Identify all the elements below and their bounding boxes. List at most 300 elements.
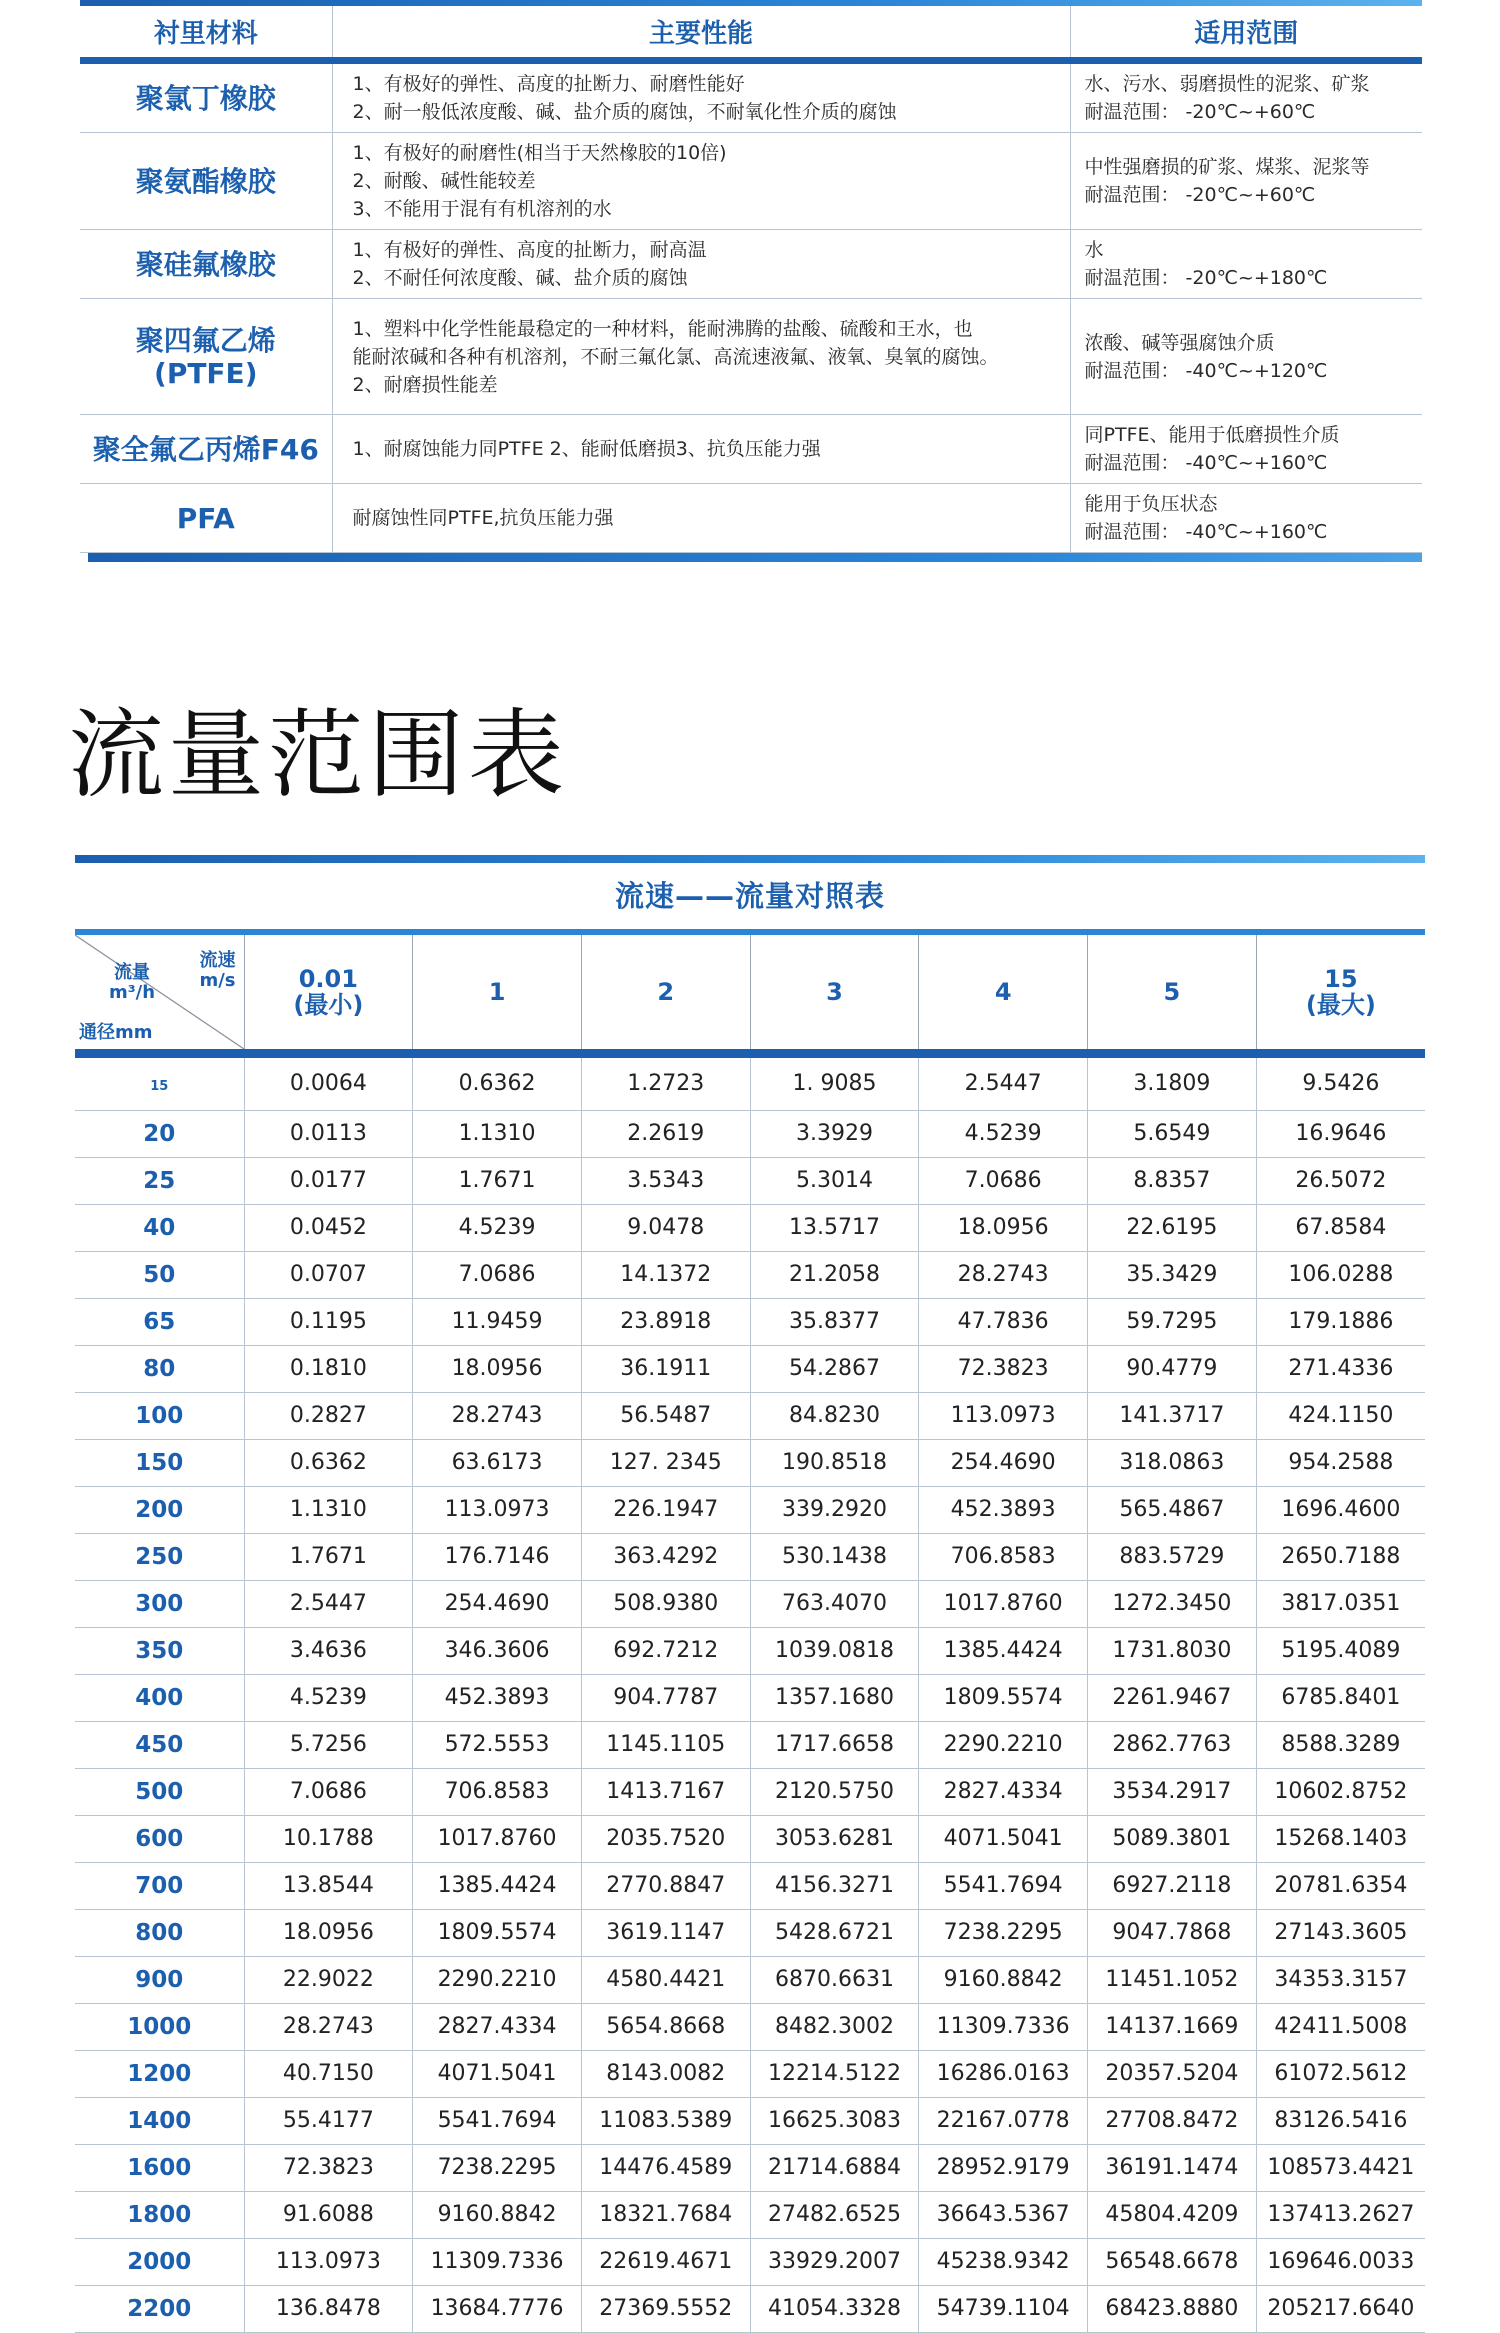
flow-value-cell: 2862.7763: [1088, 1721, 1257, 1768]
material-name: PFA: [176, 501, 235, 535]
flow-value-cell: 18.0956: [244, 1909, 413, 1956]
flow-value-cell: 127. 2345: [581, 1439, 750, 1486]
table-row: [75, 1956, 1425, 2003]
scope-line: 耐温范围： -20℃~+180℃: [1084, 267, 1328, 289]
diameter-cell: 400: [75, 1674, 244, 1721]
flow-value-cell: 1385.4424: [919, 1627, 1088, 1674]
flow-value-cell: 7238.2295: [919, 1909, 1088, 1956]
flow-value-cell: 5654.8668: [581, 2003, 750, 2050]
speed-header: [1088, 935, 1257, 1053]
flow-value-cell: 1385.4424: [413, 1862, 582, 1909]
lining-table-body: [80, 61, 1422, 553]
diameter-cell: 50: [75, 1251, 244, 1298]
diameter-cell: 2000: [75, 2238, 244, 2285]
flow-value-cell: 508.9380: [581, 1580, 750, 1627]
flow-value-cell: 14476.4589: [581, 2144, 750, 2191]
table-row: [75, 2191, 1425, 2238]
speed-header-line: 5: [1163, 977, 1181, 1006]
flow-value-cell: 136.8478: [244, 2285, 413, 2332]
property-line: 2、不耐任何浓度酸、碱、盐介质的腐蚀: [352, 267, 688, 289]
flow-value-cell: 2261.9467: [1088, 1674, 1257, 1721]
lining-row: [80, 415, 1422, 484]
lining-row: [80, 61, 1422, 133]
properties-cell: [332, 61, 1070, 133]
flow-value-cell: 1413.7167: [581, 1768, 750, 1815]
corner-flow-text: 流量: [114, 962, 151, 983]
flow-value-cell: 16286.0163: [919, 2050, 1088, 2097]
flow-value-cell: 54.2867: [750, 1345, 919, 1392]
flow-value-cell: 9160.8842: [413, 2191, 582, 2238]
flow-value-cell: 0.6362: [413, 1053, 582, 1110]
diameter-cell: 1600: [75, 2144, 244, 2191]
flow-value-cell: 22.9022: [244, 1956, 413, 2003]
flow-value-cell: 45238.9342: [919, 2238, 1088, 2285]
diameter-cell: 150: [75, 1439, 244, 1486]
flow-value-cell: 61072.5612: [1256, 2050, 1425, 2097]
flow-value-cell: 2770.8847: [581, 1862, 750, 1909]
flow-value-cell: 36643.5367: [919, 2191, 1088, 2238]
table-row: [75, 1580, 1425, 1627]
flow-value-cell: 0.0707: [244, 1251, 413, 1298]
lining-header-material: 衬里材料: [80, 6, 332, 61]
table-row: [75, 2003, 1425, 2050]
flow-value-cell: 137413.2627: [1256, 2191, 1425, 2238]
flow-value-cell: 16.9646: [1256, 1110, 1425, 1157]
diameter-cell: 300: [75, 1580, 244, 1627]
flow-value-cell: 26.5072: [1256, 1157, 1425, 1204]
flow-value-cell: 90.4779: [1088, 1345, 1257, 1392]
diameter-cell: 40: [75, 1204, 244, 1251]
table-row: [75, 1674, 1425, 1721]
flow-value-cell: 452.3893: [919, 1486, 1088, 1533]
flow-value-cell: 1809.5574: [413, 1909, 582, 1956]
flow-value-cell: 2827.4334: [413, 2003, 582, 2050]
flow-value-cell: 0.2827: [244, 1392, 413, 1439]
diameter-cell: 65: [75, 1298, 244, 1345]
flow-value-cell: 28.2743: [919, 1251, 1088, 1298]
flow-value-cell: 47.7836: [919, 1298, 1088, 1345]
flow-value-cell: 0.1195: [244, 1298, 413, 1345]
flow-value-cell: 271.4336: [1256, 1345, 1425, 1392]
flow-value-cell: 254.4690: [413, 1580, 582, 1627]
flow-value-cell: 530.1438: [750, 1533, 919, 1580]
speed-header: [1256, 935, 1425, 1053]
flow-value-cell: 56548.6678: [1088, 2238, 1257, 2285]
flow-value-cell: 706.8583: [919, 1533, 1088, 1580]
material-name-cell: [80, 61, 332, 133]
table-row: [75, 2238, 1425, 2285]
flow-value-cell: 424.1150: [1256, 1392, 1425, 1439]
flow-value-cell: 21.2058: [750, 1251, 919, 1298]
table-row: [75, 1345, 1425, 1392]
speed-header-line: 3: [826, 977, 843, 1006]
lining-header-properties: 主要性能: [332, 6, 1070, 61]
flow-value-cell: 954.2588: [1256, 1439, 1425, 1486]
diameter-cell: 80: [75, 1345, 244, 1392]
scope-line: 耐温范围： -20℃~+60℃: [1084, 184, 1316, 206]
material-name-cell: [80, 299, 332, 415]
table-row: [75, 1862, 1425, 1909]
flow-value-cell: 1.2723: [581, 1053, 750, 1110]
flow-value-cell: 3817.0351: [1256, 1580, 1425, 1627]
flow-value-cell: 20781.6354: [1256, 1862, 1425, 1909]
flow-value-cell: 1731.8030: [1088, 1627, 1257, 1674]
properties-cell: [332, 299, 1070, 415]
flow-value-cell: 763.4070: [750, 1580, 919, 1627]
property-line: 能耐浓碱和各种有机溶剂，不耐三氟化氯、高流速液氟、液氧、臭氧的腐蚀。: [352, 345, 999, 368]
diameter-cell: 25: [75, 1157, 244, 1204]
properties-cell: [332, 415, 1070, 484]
flow-value-cell: 23.8918: [581, 1298, 750, 1345]
scope-line: 能用于负压状态: [1084, 493, 1218, 515]
flow-value-cell: 0.0177: [244, 1157, 413, 1204]
flow-value-cell: 108573.4421: [1256, 2144, 1425, 2191]
flow-value-cell: 176.7146: [413, 1533, 582, 1580]
diameter-cell: 100: [75, 1392, 244, 1439]
flow-value-cell: 8588.3289: [1256, 1721, 1425, 1768]
flow-value-cell: 11.9459: [413, 1298, 582, 1345]
speed-header: [581, 935, 750, 1053]
flow-value-cell: 190.8518: [750, 1439, 919, 1486]
flow-value-cell: 0.0113: [244, 1110, 413, 1157]
flow-value-cell: 9047.7868: [1088, 1909, 1257, 1956]
table-row: [75, 1439, 1425, 1486]
property-line: 1、有极好的弹性、高度的扯断力，耐高温: [352, 239, 707, 261]
diameter-cell: 2200: [75, 2285, 244, 2332]
table-row: [75, 1392, 1425, 1439]
speed-header-line: 0.01: [298, 964, 358, 993]
flow-value-cell: 4.5239: [413, 1204, 582, 1251]
speed-header: [244, 935, 413, 1053]
flow-value-cell: 5089.3801: [1088, 1815, 1257, 1862]
flow-value-cell: 18.0956: [413, 1345, 582, 1392]
flow-value-cell: 34353.3157: [1256, 1956, 1425, 2003]
table-row: [75, 1298, 1425, 1345]
diameter-cell: 15: [75, 1053, 244, 1110]
scope-line: 同PTFE、能用于低磨损性介质: [1084, 424, 1340, 446]
flow-value-cell: 2290.2210: [413, 1956, 582, 2003]
diameter-cell: 450: [75, 1721, 244, 1768]
flow-value-cell: 35.3429: [1088, 1251, 1257, 1298]
flow-value-cell: 141.3717: [1088, 1392, 1257, 1439]
diameter-cell: 800: [75, 1909, 244, 1956]
flow-value-cell: 45804.4209: [1088, 2191, 1257, 2238]
flow-value-cell: 1039.0818: [750, 1627, 919, 1674]
flow-value-cell: 6785.8401: [1256, 1674, 1425, 1721]
properties-cell: [332, 484, 1070, 553]
flow-value-cell: 169646.0033: [1256, 2238, 1425, 2285]
flow-value-cell: 1017.8760: [919, 1580, 1088, 1627]
flow-value-cell: 14.1372: [581, 1251, 750, 1298]
flow-value-cell: 13.8544: [244, 1862, 413, 1909]
flow-value-cell: 1.7671: [244, 1533, 413, 1580]
table-row: [75, 1815, 1425, 1862]
flow-value-cell: 692.7212: [581, 1627, 750, 1674]
flow-value-cell: 2290.2210: [919, 1721, 1088, 1768]
flow-table-body: [75, 1053, 1425, 2332]
flow-value-cell: 1357.1680: [750, 1674, 919, 1721]
flow-value-cell: 904.7787: [581, 1674, 750, 1721]
flow-value-cell: 68423.8880: [1088, 2285, 1257, 2332]
flow-value-cell: 1017.8760: [413, 1815, 582, 1862]
flow-value-cell: 11309.7336: [919, 2003, 1088, 2050]
flow-value-cell: 3.5343: [581, 1157, 750, 1204]
flow-value-cell: 5.3014: [750, 1157, 919, 1204]
flow-value-cell: 0.0064: [244, 1053, 413, 1110]
flow-value-cell: 5.6549: [1088, 1110, 1257, 1157]
flow-value-cell: 706.8583: [413, 1768, 582, 1815]
flow-value-cell: 0.6362: [244, 1439, 413, 1486]
flow-value-cell: 113.0973: [919, 1392, 1088, 1439]
flow-value-cell: 15268.1403: [1256, 1815, 1425, 1862]
flow-value-cell: 33929.2007: [750, 2238, 919, 2285]
flow-value-cell: 4071.5041: [413, 2050, 582, 2097]
property-line: 1、耐腐蚀能力同PTFE 2、能耐低磨损3、抗负压能力强: [352, 438, 821, 460]
flow-value-cell: 20357.5204: [1088, 2050, 1257, 2097]
corner-speed-text: 流速: [199, 950, 236, 971]
diameter-cell: 200: [75, 1486, 244, 1533]
flow-value-cell: 4.5239: [244, 1674, 413, 1721]
flow-table-title: 流速——流量对照表: [75, 863, 1425, 935]
flow-value-cell: 36.1911: [581, 1345, 750, 1392]
flow-value-cell: 254.4690: [919, 1439, 1088, 1486]
diameter-cell: 1400: [75, 2097, 244, 2144]
speed-header-line: 1: [488, 977, 506, 1006]
flow-value-cell: 12214.5122: [750, 2050, 919, 2097]
scope-line: 耐温范围： -40℃~+160℃: [1084, 521, 1328, 543]
scope-line: 浓酸、碱等强腐蚀介质: [1084, 331, 1275, 354]
flow-value-cell: 363.4292: [581, 1533, 750, 1580]
lining-row: [80, 133, 1422, 230]
flow-value-cell: 14137.1669: [1088, 2003, 1257, 2050]
lining-material-table: [80, 0, 1422, 562]
flow-value-cell: 18.0956: [919, 1204, 1088, 1251]
flow-value-cell: 3619.1147: [581, 1909, 750, 1956]
material-name-cell: [80, 133, 332, 230]
speed-header: [413, 935, 582, 1053]
flow-value-cell: 2120.5750: [750, 1768, 919, 1815]
material-name: 聚氯丁橡胶: [135, 81, 276, 115]
flow-value-cell: 72.3823: [919, 1345, 1088, 1392]
lining-header-scope: 适用范围: [1194, 19, 1299, 49]
diameter-cell: 700: [75, 1862, 244, 1909]
flow-value-cell: 226.1947: [581, 1486, 750, 1533]
diameter-cell: 1800: [75, 2191, 244, 2238]
flow-value-cell: 5541.7694: [413, 2097, 582, 2144]
flow-value-cell: 565.4867: [1088, 1486, 1257, 1533]
flow-value-cell: 4156.3271: [750, 1862, 919, 1909]
flow-value-cell: 63.6173: [413, 1439, 582, 1486]
flow-value-cell: 83126.5416: [1256, 2097, 1425, 2144]
material-name-cell: [80, 484, 332, 553]
flow-value-cell: 9.0478: [581, 1204, 750, 1251]
flow-value-cell: 0.1810: [244, 1345, 413, 1392]
table-row: [75, 1053, 1425, 1110]
flow-value-cell: 3.1809: [1088, 1053, 1257, 1110]
diameter-cell: 900: [75, 1956, 244, 2003]
flow-value-cell: 8143.0082: [581, 2050, 750, 2097]
lining-header-row: [80, 6, 1422, 61]
flow-range-table: [75, 855, 1425, 2333]
flow-value-cell: 28952.9179: [919, 2144, 1088, 2191]
table-row: [75, 1768, 1425, 1815]
material-name: 聚四氟乙烯: [135, 323, 276, 357]
flow-value-cell: 41054.3328: [750, 2285, 919, 2332]
flow-value-cell: 9.5426: [1256, 1053, 1425, 1110]
material-name: 聚氨酯橡胶: [135, 164, 276, 198]
property-line: 耐腐蚀性同PTFE,抗负压能力强: [352, 507, 614, 529]
scope-cell: [1070, 61, 1422, 133]
speed-header-line: 15: [1324, 964, 1358, 993]
flow-value-cell: 1.1310: [413, 1110, 582, 1157]
flow-value-cell: 346.3606: [413, 1627, 582, 1674]
flow-value-cell: 883.5729: [1088, 1533, 1257, 1580]
material-name-cell: [80, 230, 332, 299]
flow-value-cell: 56.5487: [581, 1392, 750, 1439]
scope-cell: [1070, 133, 1422, 230]
table-row: [75, 2285, 1425, 2332]
corner-speed-label: [199, 951, 235, 991]
diameter-cell: 350: [75, 1627, 244, 1674]
table-row: [75, 1204, 1425, 1251]
flow-value-cell: 13684.7776: [413, 2285, 582, 2332]
flow-value-cell: 2.5447: [244, 1580, 413, 1627]
flow-value-cell: 2.5447: [919, 1053, 1088, 1110]
flow-value-cell: 28.2743: [244, 2003, 413, 2050]
flow-value-cell: 2827.4334: [919, 1768, 1088, 1815]
scope-line: 中性强磨损的矿浆、煤浆、泥浆等: [1084, 156, 1370, 178]
flow-value-cell: 6927.2118: [1088, 1862, 1257, 1909]
table-row: [75, 1110, 1425, 1157]
flow-value-cell: 7238.2295: [413, 2144, 582, 2191]
flow-value-cell: 10.1788: [244, 1815, 413, 1862]
flow-value-cell: 22.6195: [1088, 1204, 1257, 1251]
diameter-cell: 600: [75, 1815, 244, 1862]
speed-header: [919, 935, 1088, 1053]
diameter-cell: 500: [75, 1768, 244, 1815]
flow-value-cell: 7.0686: [413, 1251, 582, 1298]
table-row: [75, 1486, 1425, 1533]
property-line: 2、耐一般低浓度酸、碱、盐介质的腐蚀，不耐氧化性介质的腐蚀: [352, 101, 897, 123]
properties-cell: [332, 230, 1070, 299]
flow-value-cell: 2.2619: [581, 1110, 750, 1157]
property-line: 2、耐酸、碱性能较差: [352, 170, 536, 192]
flow-table: [75, 935, 1425, 2333]
flow-value-cell: 27708.8472: [1088, 2097, 1257, 2144]
speed-header: [750, 935, 919, 1053]
property-line: 1、有极好的耐磨性(相当于天然橡胶的10倍): [352, 142, 727, 164]
flow-value-cell: 5195.4089: [1256, 1627, 1425, 1674]
flow-value-cell: 11451.1052: [1088, 1956, 1257, 2003]
lining-row: [80, 299, 1422, 415]
table-row: [75, 1909, 1425, 1956]
material-name: (PTFE): [154, 356, 258, 390]
property-line: 1、塑料中化学性能最稳定的一种材料，能耐沸腾的盐酸、硫酸和王水，也: [352, 317, 973, 340]
flow-value-cell: 3534.2917: [1088, 1768, 1257, 1815]
speed-header-line: 2: [657, 977, 675, 1006]
flow-value-cell: 10602.8752: [1256, 1768, 1425, 1815]
table-row: [75, 1251, 1425, 1298]
flow-value-cell: 3053.6281: [750, 1815, 919, 1862]
scope-cell: [1070, 299, 1422, 415]
table-row: [75, 1533, 1425, 1580]
lining-bottom-bar: [88, 553, 1422, 562]
flow-value-cell: 18321.7684: [581, 2191, 750, 2238]
flow-value-cell: 55.4177: [244, 2097, 413, 2144]
diagonal-corner-header: [75, 935, 244, 1053]
flow-value-cell: 5541.7694: [919, 1862, 1088, 1909]
flow-value-cell: 113.0973: [413, 1486, 582, 1533]
table-row: [75, 2144, 1425, 2191]
flow-value-cell: 1145.1105: [581, 1721, 750, 1768]
flow-value-cell: 13.5717: [750, 1204, 919, 1251]
property-line: 3、不能用于混有有机溶剂的水: [352, 198, 612, 220]
flow-value-cell: 11309.7336: [413, 2238, 582, 2285]
flow-value-cell: 452.3893: [413, 1674, 582, 1721]
flow-value-cell: 21714.6884: [750, 2144, 919, 2191]
speed-header-line: (最大): [1305, 990, 1376, 1019]
flow-value-cell: 4071.5041: [919, 1815, 1088, 1862]
diameter-cell: 1200: [75, 2050, 244, 2097]
flow-value-cell: 1.1310: [244, 1486, 413, 1533]
scope-cell: [1070, 230, 1422, 299]
flow-value-cell: 8482.3002: [750, 2003, 919, 2050]
table-row: [75, 1157, 1425, 1204]
speed-header-line: (最小): [293, 990, 364, 1019]
scope-line: 水、污水、弱磨损性的泥浆、矿浆: [1084, 73, 1370, 95]
flow-value-cell: 113.0973: [244, 2238, 413, 2285]
flow-value-cell: 27143.3605: [1256, 1909, 1425, 1956]
material-name-cell: [80, 415, 332, 484]
flow-value-cell: 0.0452: [244, 1204, 413, 1251]
material-name: 聚全氟乙丙烯F46: [92, 432, 319, 466]
flow-value-cell: 5428.6721: [750, 1909, 919, 1956]
flow-value-cell: 22619.4671: [581, 2238, 750, 2285]
flow-value-cell: 5.7256: [244, 1721, 413, 1768]
flow-header-row: [75, 935, 1425, 1053]
flow-value-cell: 2035.7520: [581, 1815, 750, 1862]
flow-value-cell: 1717.6658: [750, 1721, 919, 1768]
flow-value-cell: 7.0686: [919, 1157, 1088, 1204]
flow-value-cell: 42411.5008: [1256, 2003, 1425, 2050]
scope-line: 水: [1084, 239, 1104, 261]
diameter-cell: 20: [75, 1110, 244, 1157]
property-line: 1、有极好的弹性、高度的扯断力、耐磨性能好: [352, 73, 745, 95]
diameter-cell: 1000: [75, 2003, 244, 2050]
table-row: [75, 1627, 1425, 1674]
table-row: [75, 2097, 1425, 2144]
scope-line: 耐温范围： -40℃~+160℃: [1084, 452, 1328, 474]
flow-value-cell: 91.6088: [244, 2191, 413, 2238]
flow-value-cell: 106.0288: [1256, 1251, 1425, 1298]
flow-value-cell: 2650.7188: [1256, 1533, 1425, 1580]
flow-value-cell: 9160.8842: [919, 1956, 1088, 2003]
flow-value-cell: 59.7295: [1088, 1298, 1257, 1345]
corner-flow-unit: m³/h: [109, 982, 156, 1003]
flow-value-cell: 205217.6640: [1256, 2285, 1425, 2332]
flow-value-cell: 6870.6631: [750, 1956, 919, 2003]
scope-cell: [1070, 415, 1422, 484]
flow-value-cell: 1. 9085: [750, 1053, 919, 1110]
flow-top-bar: [75, 855, 1425, 863]
flow-value-cell: 27369.5552: [581, 2285, 750, 2332]
speed-header-line: 4: [994, 977, 1012, 1006]
material-name: 聚硅氟橡胶: [135, 247, 276, 281]
table-row: [75, 2050, 1425, 2097]
flow-value-cell: 339.2920: [750, 1486, 919, 1533]
flow-value-cell: 11083.5389: [581, 2097, 750, 2144]
table-row: [75, 1721, 1425, 1768]
